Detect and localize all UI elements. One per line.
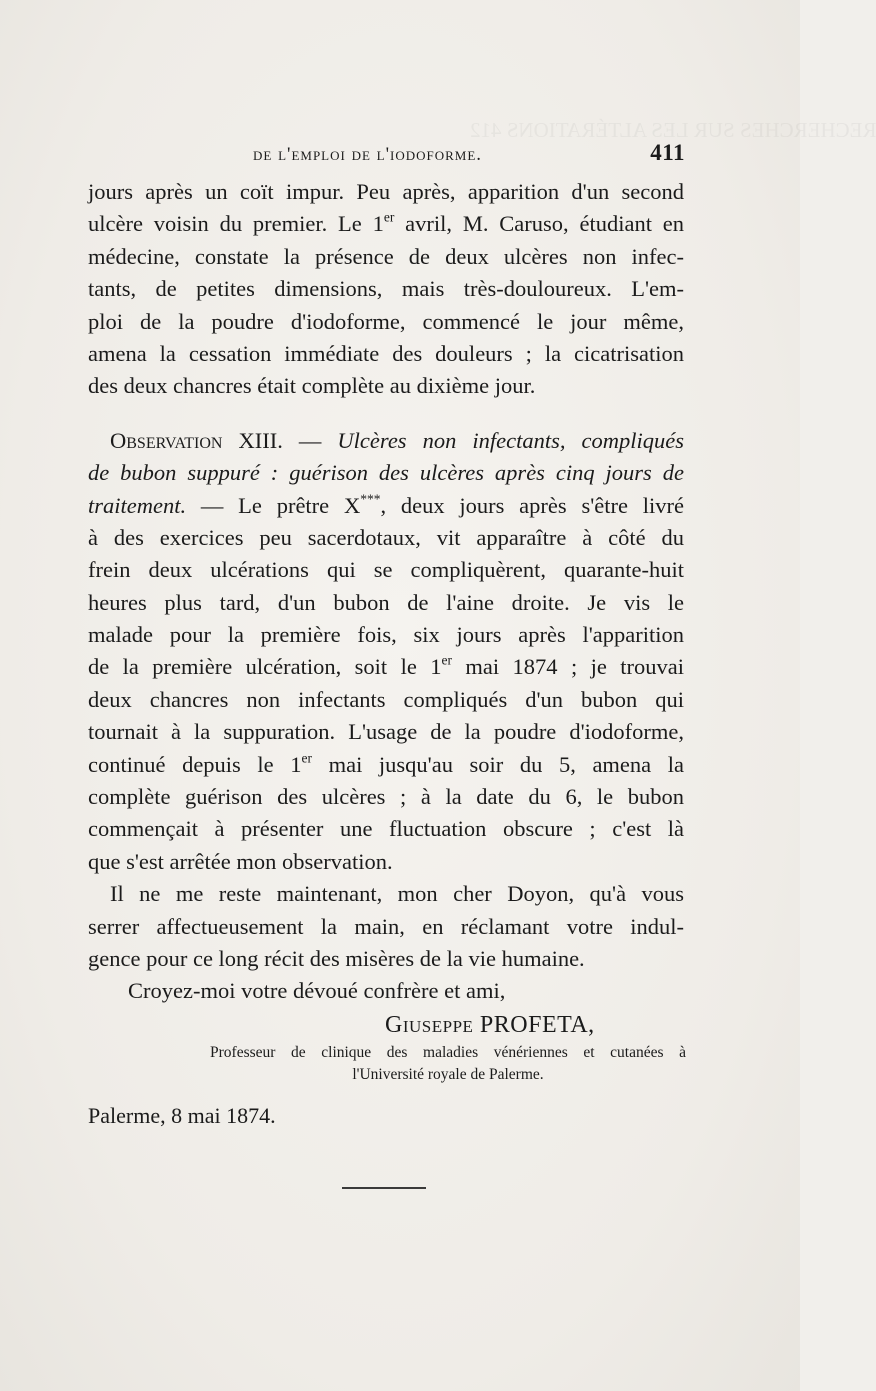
text-line xyxy=(88,457,684,489)
text-line xyxy=(88,241,684,273)
text-run: mai 1874 ; je trouvai xyxy=(451,654,685,680)
text-line xyxy=(88,651,684,683)
text-line xyxy=(88,587,684,619)
text-run: ploi de la poudre d'iodoforme, commencé le jour même, xyxy=(88,308,684,334)
observation-title: traitement. xyxy=(88,492,187,518)
text-line xyxy=(88,911,684,943)
text-run: des deux chancres était complète au dixième jour. xyxy=(88,373,536,399)
observation-label: Observation XIII. xyxy=(110,427,283,453)
text-line xyxy=(88,813,684,845)
text-run: tournait à la suppuration. L'usage de la poudre d'iodoforme, xyxy=(88,719,684,745)
author-last-name: PROFETA, xyxy=(479,1012,595,1038)
body-text xyxy=(88,176,684,1008)
text-run: gence pour ce long récit des misères de la vie humaine. xyxy=(88,945,585,971)
page-number: 411 xyxy=(650,140,685,165)
text-line xyxy=(88,554,684,586)
text-run: deux chancres non infectants compliqués d'un bubon qui xyxy=(88,686,684,712)
superscript: *** xyxy=(360,491,381,507)
text-run: continué depuis le 1 xyxy=(88,751,302,777)
closing-rule xyxy=(342,1187,426,1189)
paragraph-gap xyxy=(88,403,684,425)
author-first-name: Giuseppe xyxy=(385,1012,474,1038)
text-run: Croyez-moi votre dévoué confrère et ami, xyxy=(128,978,506,1004)
text-run: médecine, constate la présence de deux ulcères non infec- xyxy=(88,243,684,269)
text-run: jours après un coït impur. Peu après, apparition d'un second xyxy=(88,179,684,204)
text-run: commençait à présenter une fluctuation obscure ; c'est là xyxy=(88,816,684,842)
text-line xyxy=(88,846,684,878)
text-line xyxy=(88,338,684,370)
text-run: serrer affectueusement la main, en réclamant votre indul- xyxy=(88,913,684,939)
text-line xyxy=(88,490,684,522)
text-line xyxy=(88,684,684,716)
author-affiliation-line-2: l'Université royale de Palerme. xyxy=(352,1066,544,1083)
text-run: amena la cessation immédiate des douleurs ; la cicatrisation xyxy=(88,340,684,366)
text-line xyxy=(88,176,684,208)
superscript: er xyxy=(301,750,312,766)
text-line xyxy=(88,273,684,305)
text-line xyxy=(88,619,684,651)
superscript: er xyxy=(383,209,395,225)
observation-title: Ulcères non infectants, compliqués xyxy=(337,427,684,453)
text-run: Il ne me reste maintenant, mon cher Doyon, qu'à vous xyxy=(110,881,684,907)
text-run: mai jusqu'au soir du 5, amena la xyxy=(311,751,684,777)
text-run: à des exercices peu sacerdotaux, vit apparaître à côté du xyxy=(88,524,684,550)
text-run: ulcère voisin du premier. Le 1 xyxy=(88,211,384,237)
running-header xyxy=(225,140,685,170)
place-and-date: Palerme, 8 mai 1874. xyxy=(88,1103,276,1128)
text-run: frein deux ulcérations qui se compliquèrent, quarante-huit xyxy=(88,557,684,583)
text-run: complète guérison des ulcères ; à la date du 6, le bubon xyxy=(88,784,684,810)
text-line xyxy=(88,943,684,975)
text-line xyxy=(88,749,684,781)
text-run: de la première ulcération, soit le 1 xyxy=(88,654,442,680)
text-run: heures plus tard, d'un bubon de l'aine droite. Je vis le xyxy=(88,589,684,615)
text-run: — Le prêtre X xyxy=(186,492,361,518)
author-affiliation-line-1: Professeur de clinique des maladies vénériennes et cutanées à xyxy=(210,1044,686,1061)
text-line xyxy=(88,716,684,748)
superscript: er xyxy=(441,653,452,669)
text-run: avril, M. Caruso, étudiant en xyxy=(394,211,684,237)
text-run: que s'est arrêtée mon observation. xyxy=(88,848,393,874)
text-run: malade pour la première fois, six jours après l'apparition xyxy=(88,622,684,648)
author-name xyxy=(385,1012,595,1039)
text-line xyxy=(88,878,684,910)
text-run: — xyxy=(282,427,338,453)
text-line xyxy=(88,522,684,554)
text-run: , deux jours après s'être livré xyxy=(380,492,684,518)
running-title: de l'emploi de l'iodoforme. xyxy=(253,144,483,165)
text-line xyxy=(88,370,684,402)
text-line xyxy=(88,781,684,813)
text-line xyxy=(88,306,684,338)
text-line xyxy=(88,208,684,240)
text-run: tants, de petites dimensions, mais très-douloureux. L'em- xyxy=(88,276,684,302)
observation-heading-line xyxy=(88,425,684,457)
observation-title: de bubon suppuré : guérison des ulcères après cinq jours de xyxy=(88,460,684,486)
closing-line xyxy=(88,975,684,1007)
bleed-through-text: RECHERCHES SUR LES ALTÉRATIONS 412 xyxy=(470,118,876,142)
